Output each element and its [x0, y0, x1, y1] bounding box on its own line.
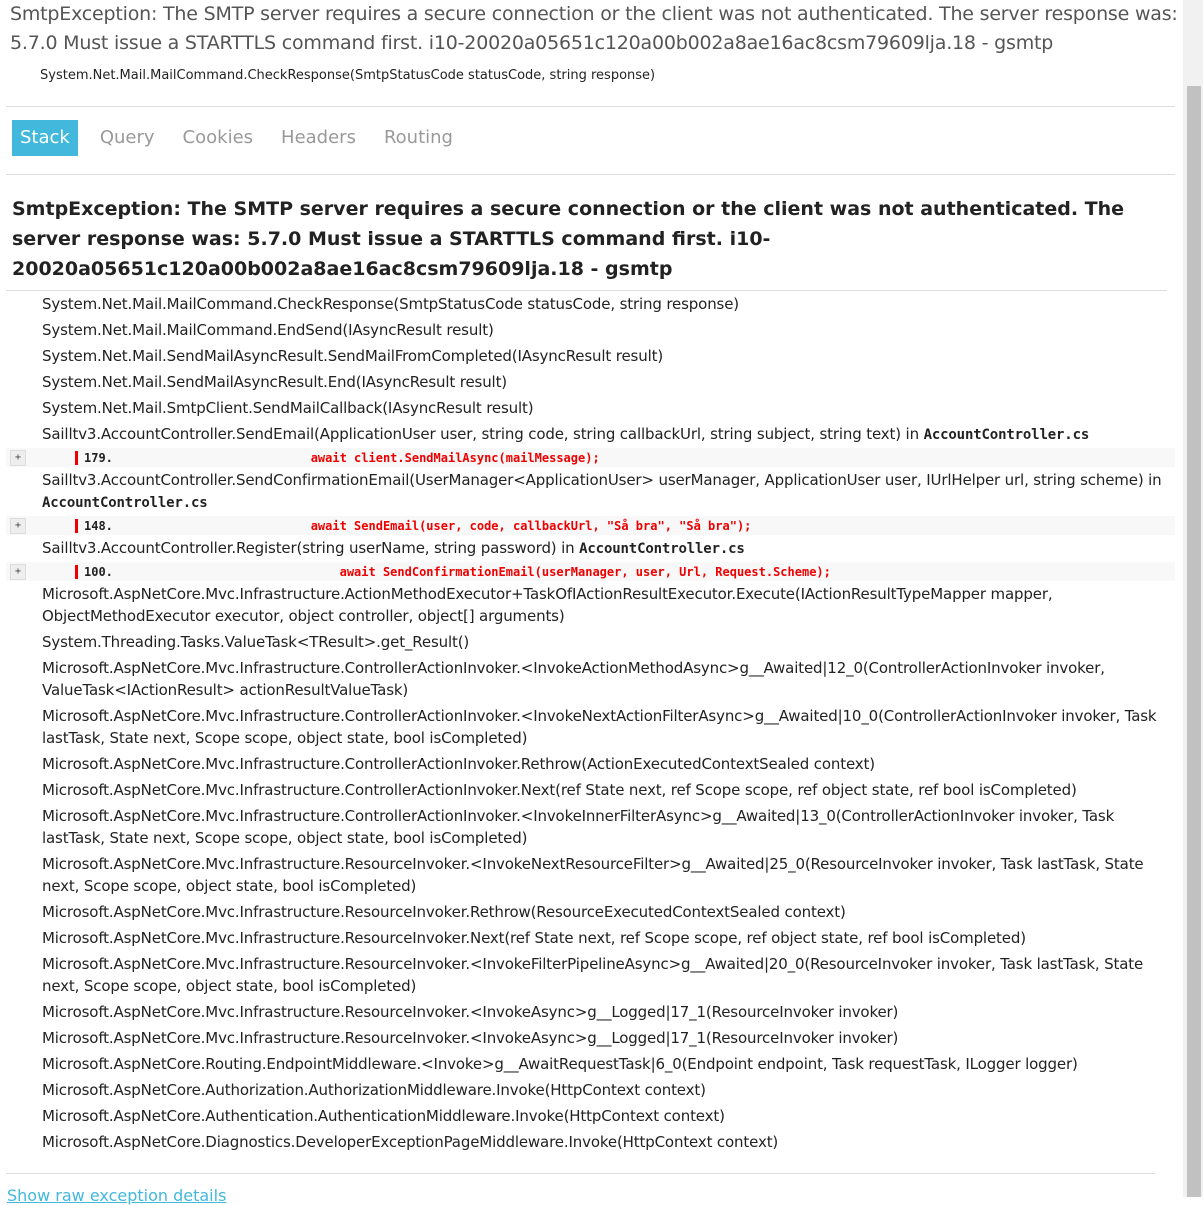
- stack-frame: [0, 777, 1183, 803]
- frame-method-text: Microsoft.AspNetCore.Mvc.Infrastructure.ControllerActionInvoker.<InvokeInnerFilterAsync>g__Awaited|13_0(ControllerActionInvoker invoker, Task lastTask, State next, Scope scope, object state, bool isCompleted): [42, 807, 1115, 847]
- frame-source-file: AccountController.cs: [579, 541, 745, 557]
- frame-method-text: Sailltv3.AccountController.SendConfirmationEmail(UserManager<ApplicationUser> userManager, ApplicationUser user, IUrlHelper url, string scheme) in: [42, 471, 1162, 489]
- stack-frame: [0, 629, 1183, 655]
- stack-frame: [0, 1103, 1183, 1129]
- frame-method-text: System.Threading.Tasks.ValueTask<TResult>.get_Result(): [42, 633, 470, 651]
- tab-stack[interactable]: Stack: [12, 120, 78, 156]
- stack-frame-method: [0, 1025, 1183, 1051]
- stack-frame: [0, 1025, 1183, 1051]
- tab-query[interactable]: Query: [99, 127, 155, 148]
- frame-method-text: System.Net.Mail.MailCommand.CheckResponse(SmtpStatusCode statusCode, string response): [42, 295, 739, 313]
- stack-frame-method: [0, 629, 1183, 655]
- stack-frame-method: [0, 999, 1183, 1025]
- stack-frame-method: [0, 421, 1183, 448]
- stack-frame: [0, 395, 1183, 421]
- stack-frame: [0, 899, 1183, 925]
- stack-frame-method: [0, 1077, 1183, 1103]
- stack-frame: [0, 581, 1183, 629]
- tab-headers[interactable]: Headers: [281, 127, 356, 148]
- source-line: [6, 562, 1175, 581]
- frame-source-file: AccountController.cs: [923, 427, 1090, 443]
- frame-method-text: Microsoft.AspNetCore.Mvc.Infrastructure.ControllerActionInvoker.Next(ref State next, ref Scope scope, ref object state, ref bool isCompleted): [42, 781, 1077, 799]
- line-number: 179.: [75, 451, 224, 465]
- frame-method-text: Microsoft.AspNetCore.Mvc.Infrastructure.ResourceInvoker.<InvokeAsync>g__Logged|17_1(ResourceInvoker invoker): [42, 1029, 899, 1047]
- stack-frame-method: [0, 343, 1183, 369]
- expand-source-button[interactable]: +: [10, 450, 26, 466]
- frame-method-text: Microsoft.AspNetCore.Mvc.Infrastructure.ResourceInvoker.<InvokeAsync>g__Logged|17_1(ResourceInvoker invoker): [42, 1003, 899, 1021]
- stack-frame-list: [0, 291, 1183, 1155]
- stack-frame: [0, 317, 1183, 343]
- stack-frame: [0, 421, 1183, 467]
- stack-frame: [0, 803, 1183, 851]
- frame-method-text: Microsoft.AspNetCore.Mvc.Infrastructure.ActionMethodExecutor+TaskOfIActionResultExecutor.Execute(IActionResultTypeMapper mapper, ObjectMethodExecutor executor, object controller, object[] arguments): [42, 585, 1053, 625]
- stack-frame: [0, 1129, 1183, 1155]
- source-code: await client.SendMailAsync(mailMessage);: [224, 450, 600, 465]
- stack-frame-method: [0, 581, 1183, 629]
- stack-frame-method: [0, 703, 1183, 751]
- frame-method-text: System.Net.Mail.SendMailAsyncResult.End(IAsyncResult result): [42, 373, 508, 391]
- frame-method-text: Microsoft.AspNetCore.Authorization.AuthorizationMiddleware.Invoke(HttpContext context): [42, 1081, 706, 1099]
- stack-frame: [0, 1051, 1183, 1077]
- frame-method-text: Sailltv3.AccountController.SendEmail(ApplicationUser user, string code, string callbackUrl, string subject, string text) in: [42, 425, 924, 443]
- stack-frame: [0, 925, 1183, 951]
- exception-location: System.Net.Mail.MailCommand.CheckResponse(SmtpStatusCode statusCode, string response): [40, 68, 656, 83]
- stack-frame: [0, 951, 1183, 999]
- stack-frame-method: [0, 395, 1183, 421]
- stack-frame-method: [0, 1051, 1183, 1077]
- stack-frame-method: [0, 291, 1183, 317]
- source-line: [6, 448, 1175, 467]
- vertical-scrollbar[interactable]: [1183, 0, 1203, 1197]
- frame-method-text: Microsoft.AspNetCore.Authentication.AuthenticationMiddleware.Invoke(HttpContext context): [42, 1107, 725, 1125]
- stack-frame: [0, 655, 1183, 703]
- frame-method-text: System.Net.Mail.SendMailAsyncResult.SendMailFromCompleted(IAsyncResult result): [42, 347, 664, 365]
- tab-bar: [0, 107, 1183, 156]
- source-line: [6, 516, 1175, 535]
- stack-frame: [0, 343, 1183, 369]
- frame-source-file: AccountController.cs: [42, 495, 208, 511]
- stack-frame-method: [0, 369, 1183, 395]
- stack-frame-method: [0, 655, 1183, 703]
- stack-frame-method: [0, 1129, 1183, 1155]
- frame-method-text: Microsoft.AspNetCore.Mvc.Infrastructure.ControllerActionInvoker.<InvokeActionMethodAsync>g__Awaited|12_0(ControllerActionInvoker invoker, ValueTask<IActionResult> actionResultValueTask): [42, 659, 1105, 699]
- stack-frame-method: [0, 751, 1183, 777]
- frame-method-text: Microsoft.AspNetCore.Routing.EndpointMiddleware.<Invoke>g__AwaitRequestTask|6_0(Endpoint endpoint, Task requestTask, ILogger logger): [42, 1055, 1078, 1073]
- line-number: 100.: [75, 565, 224, 579]
- expand-source-button[interactable]: +: [10, 518, 26, 534]
- stack-frame-method: [0, 1103, 1183, 1129]
- stack-frame-method: [0, 851, 1183, 899]
- stack-frame: [0, 467, 1183, 535]
- stack-frame: [0, 1077, 1183, 1103]
- exception-heading: SmtpException: The SMTP server requires a secure connection or the client was not authenticated. The server response was: 5.7.0 Must issue a STARTTLS command first. i10-20020a05651c120a00b002a8ae16ac8csm79609lja.18 - gsmtp: [12, 198, 1125, 280]
- frame-method-text: Microsoft.AspNetCore.Mvc.Infrastructure.ResourceInvoker.Rethrow(ResourceExecutedContextSealed context): [42, 903, 846, 921]
- stack-frame-method: [0, 899, 1183, 925]
- frame-method-text: Microsoft.AspNetCore.Mvc.Infrastructure.ResourceInvoker.<InvokeFilterPipelineAsync>g__Awaited|20_0(ResourceInvoker invoker, Task lastTask, State next, Scope scope, object state, bool isCompleted): [42, 955, 1144, 995]
- stack-frame: [0, 751, 1183, 777]
- frame-method-text: System.Net.Mail.MailCommand.EndSend(IAsyncResult result): [42, 321, 494, 339]
- line-number: 148.: [75, 519, 224, 533]
- stack-frame-method: [0, 925, 1183, 951]
- stack-frame-method: [0, 467, 1183, 516]
- frame-method-text: Microsoft.AspNetCore.Diagnostics.DeveloperExceptionPageMiddleware.Invoke(HttpContext context): [42, 1133, 779, 1151]
- page-title: SmtpException: The SMTP server requires a secure connection or the client was not authenticated. The server response was: 5.7.0 Must issue a STARTTLS command first. i10-20020a05651c120a00b002a8ae16ac8csm79609lja.18 - gsmtp: [10, 3, 1178, 54]
- show-raw-exception-link[interactable]: Show raw exception details: [7, 1186, 227, 1205]
- stack-frame: [0, 291, 1183, 317]
- stack-frame-method: [0, 317, 1183, 343]
- source-code: await SendEmail(user, code, callbackUrl, "Så bra", "Så bra");: [224, 518, 752, 533]
- frame-method-text: Microsoft.AspNetCore.Mvc.Infrastructure.ControllerActionInvoker.<InvokeNextActionFilterAsync>g__Awaited|10_0(ControllerActionInvoker invoker, Task lastTask, State next, Scope scope, object state, bool isCompleted): [42, 707, 1157, 747]
- stack-frame-method: [0, 803, 1183, 851]
- source-code: await SendConfirmationEmail(userManager, user, Url, Request.Scheme);: [224, 564, 831, 579]
- frame-method-text: Microsoft.AspNetCore.Mvc.Infrastructure.ControllerActionInvoker.Rethrow(ActionExecutedContextSealed context): [42, 755, 875, 773]
- frame-method-text: System.Net.Mail.SmtpClient.SendMailCallback(IAsyncResult result): [42, 399, 534, 417]
- stack-frame-method: [0, 951, 1183, 999]
- stack-frame-method: [0, 535, 1183, 562]
- frame-method-text: Microsoft.AspNetCore.Mvc.Infrastructure.ResourceInvoker.Next(ref State next, ref Scope scope, ref object state, ref bool isCompleted): [42, 929, 1026, 947]
- tab-cookies[interactable]: Cookies: [182, 127, 254, 148]
- tab-routing[interactable]: Routing: [383, 127, 453, 148]
- stack-frame: [0, 851, 1183, 899]
- stack-frame: [0, 703, 1183, 751]
- stack-frame: [0, 369, 1183, 395]
- scrollbar-thumb[interactable]: [1187, 86, 1201, 1197]
- stack-frame: [0, 999, 1183, 1025]
- expand-source-button[interactable]: +: [10, 564, 26, 580]
- stack-frame-method: [0, 777, 1183, 803]
- frame-method-text: Sailltv3.AccountController.Register(string userName, string password) in: [42, 539, 580, 557]
- frame-method-text: Microsoft.AspNetCore.Mvc.Infrastructure.ResourceInvoker.<InvokeNextResourceFilter>g__Awaited|25_0(ResourceInvoker invoker, Task lastTask, State next, Scope scope, object state, bool isCompleted): [42, 855, 1144, 895]
- stack-frame: [0, 535, 1183, 581]
